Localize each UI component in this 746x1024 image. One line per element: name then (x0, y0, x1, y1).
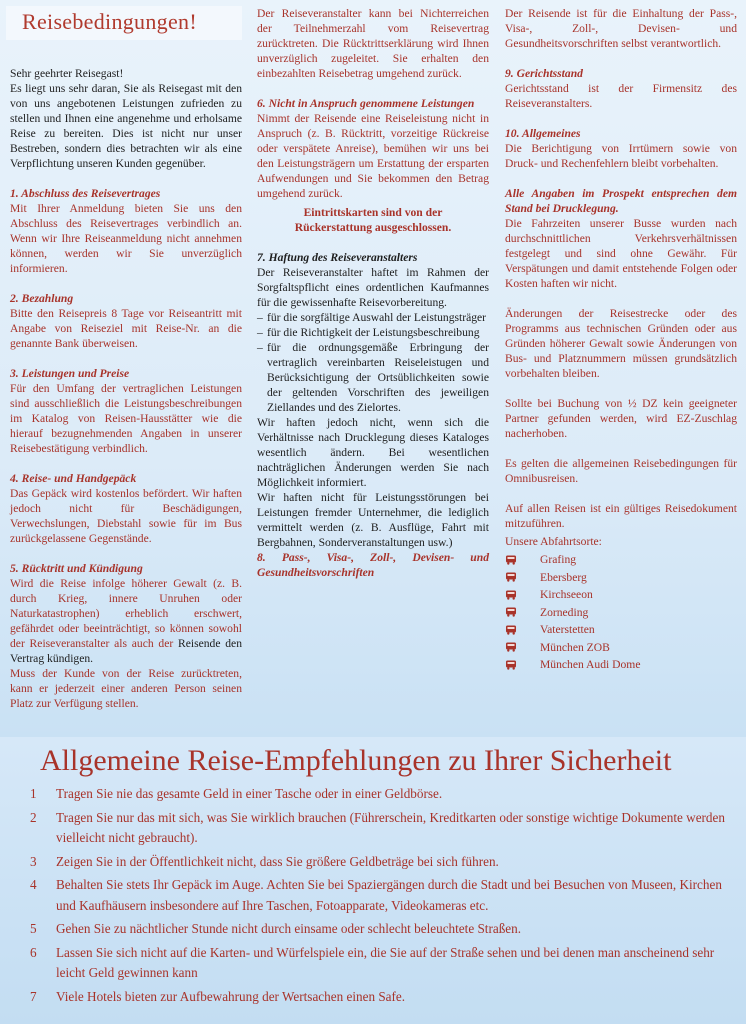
departure-item (505, 621, 737, 639)
title-box (6, 6, 242, 40)
prospekt-heading: Alle Angaben im Prospekt entsprechen dem Stand bei Drucklegung. (505, 187, 737, 215)
departures-label: Unsere Abfahrtsorte: (505, 535, 602, 548)
recommendation-item (30, 987, 736, 1008)
section-3-text: Für den Umfang der vertraglichen Leistungen sind ausschließlich die Leistungsbeschreibungen im Katalog von Reisen-Hausstätter wie die hierauf bezugnehmenden Angaben in unserer Reisebestätigung verbindlich. (10, 382, 242, 455)
departure-name: Grafing (540, 553, 577, 567)
section-7-text-2: Wir haften jedoch nicht, wenn sich die Verhältnisse nach Drucklegung dieses Kataloges wesentlich ändern. Bei wesentlichen nachträglichen Änderungen werden Sie nach Möglichkeit informiert. (257, 416, 489, 489)
bus-icon (505, 590, 517, 600)
section-7-bullet: – für die Richtigkeit der Leistungsbeschreibung (257, 326, 480, 339)
section-8-text: Der Reisende ist für die Einhaltung der Pass-, Visa-, Zoll-, Devisen- und Gesundheitsvorschriften selbst verantwortlich. (505, 7, 737, 50)
bus-icon (505, 572, 517, 582)
section-7-text-3: Wir haften nicht für Leistungsstörungen bei Leistungen fremder Unternehmer, die lediglich vermittelt werden (z. B. Ausflüge, Fahrt mit Bergbahnen, Sonderveranstaltungen usw.) (257, 491, 489, 549)
section-5-heading: 5. Rücktritt und Kündigung (10, 562, 143, 575)
section-5-text-black: Reisende den Vertrag kündigen. (10, 637, 242, 665)
section-1-text: Mit Ihrer Anmeldung bieten Sie uns den Abschluss des Reisevertrages verbindlich an. Wenn wir Ihre Reiseanmeldung nicht annehmen können, werden wir Sie unverzüglich informieren. (10, 202, 242, 275)
departure-item (505, 586, 737, 604)
recommendations-section (0, 737, 746, 1024)
section-9-heading: 9. Gerichtsstand (505, 67, 583, 80)
recommendation-item (30, 852, 736, 873)
recommendation-item (30, 808, 736, 849)
departure-item (505, 551, 737, 569)
section-6-text: Nimmt der Reisende eine Reiseleistung nicht in Anspruch (z. B. Rücktritt, vorzeitige Rückreise oder verspätete Anreise), bemühen wir uns bei den Leistungsträgern um Erstattung der ersparten Aufwendungen und Sie bekommen den Betrag umgehend zurück. (257, 112, 489, 200)
section-2-heading: 2. Bezahlung (10, 292, 74, 305)
section-7-intro: Der Reiseveranstalter haftet im Rahmen der Sorgfaltspflicht eines ordentlichen Kaufmannes für die gewissenhafte Reisevorbereitung. (257, 266, 489, 309)
recommendation-number: 7 (30, 988, 37, 1004)
section-2-text: Bitte den Reisepreis 8 Tage vor Reiseantritt mit Angabe von Reiseziel mit Reise-Nr. an die genannte Bank überweisen. (10, 307, 242, 350)
recommendations-list (30, 784, 736, 1010)
recommendation-number: 6 (30, 944, 37, 960)
page-title: Reisebedingungen! (22, 9, 197, 34)
section-1-heading: 1. Abschluss des Reisevertrages (10, 187, 161, 200)
general-terms-text: Es gelten die allgemeinen Reisebedingungen für Omnibusreisen. (505, 457, 737, 485)
section-7-bullet: – für die sorgfältige Auswahl der Leistungsträger (257, 311, 487, 324)
recommendation-number: 1 (30, 786, 37, 801)
dz-text: Sollte bei Buchung von ½ DZ kein geeigneter Partner gefunden werden, wird EZ-Zuschlag nacherhoben. (505, 397, 737, 440)
section-7-heading: 7. Haftung des Reiseveranstalters (257, 251, 418, 264)
recommendation-number: 4 (30, 877, 37, 892)
bus-icon (505, 625, 517, 635)
bus-icon (505, 607, 517, 617)
recommendation-text: Zeigen Sie in der Öffentlichkeit nicht, dass Sie größere Geldbeträge bei sich führen. (56, 853, 499, 869)
section-6-note: Eintrittskarten sind von der Rückerstattung ausgeschlossen. (294, 206, 452, 234)
section-5-text-2: Muss der Kunde von der Reise zurücktreten, kann er jederzeit einer anderen Person seinen Platz zur Verfügung stellen. (10, 667, 242, 710)
greeting: Sehr geehrter Reisegast! (10, 67, 124, 80)
section-5-text-red: Wird die Reise infolge höherer Gewalt (z. B. durch Krieg, innere Unruhen oder Naturkatastrophen) erheblich erschwert, gefährdet oder beeinträchtigt, so können sowohl der Reiseveranstalter als auch der (10, 577, 242, 650)
section-5-text (10, 576, 242, 666)
departure-name: München ZOB (540, 640, 610, 654)
recommendation-text: Lassen Sie sich nicht auf die Karten- und Würfelspiele ein, die Sie auf der Straße sehen und bei denen man anscheinend sehr leicht Geld gewinnen kann (56, 944, 715, 980)
changes-text: Änderungen der Reisestrecke oder des Programms aus technischen Gründen oder aus Gründen höherer Gewalt sowie Änderungen von Bus- und Platznummern müssen grundsätzlich vorbehalten bleiben. (505, 307, 737, 380)
departures-list (505, 551, 737, 674)
column-3 (505, 6, 737, 674)
departure-item (505, 604, 737, 622)
column-1 (10, 6, 242, 711)
section-10-text: Die Berichtigung von Irrtümern sowie von Druck- und Rechenfehlern bleibt vorbehalten. (505, 142, 737, 170)
column-2 (257, 6, 489, 580)
recommendation-number: 2 (30, 809, 37, 825)
departure-name: München Audi Dome (540, 658, 641, 672)
prospekt-text: Die Fahrzeiten unserer Busse wurden nach durchschnittlichen Verkehrsverhältnissen festgelegt und sind ohne Gewähr. Für Verspätungen und damit entstehende Folgen oder Kosten haften wir nicht. (505, 217, 737, 290)
id-note-text: Auf allen Reisen ist ein gültiges Reisedokument mitzuführen. (505, 502, 737, 530)
recommendation-item (30, 784, 736, 805)
section-9-text: Gerichtsstand ist der Firmensitz des Reiseveranstalters. (505, 82, 737, 110)
intro-text: Es liegt uns sehr daran, Sie als Reisegast mit den von uns angebotenen Leistungen zufrieden zu stellen und Ihnen eine angenehme und erholsame Reise zu bereiten. Dies ist nicht nur unser Bestreben, sondern dies betrachten wir als eine Verpflichtung unseren Kunden gegenüber. (10, 82, 242, 170)
bus-icon (505, 660, 517, 670)
section-6-heading: 6. Nicht in Anspruch genommene Leistungen (257, 97, 475, 110)
section-3-heading: 3. Leistungen und Preise (10, 367, 130, 380)
section-7-bullet: – für die ordnungsgemäße Erbringung der vertraglich vereinbarten Reiseleistugen und Berücksichtigung der Ortsüblichkeiten sowie der geltenden Vorschriften des jeweiligen Ziellandes und des Zielortes. (257, 341, 489, 414)
recommendation-text: Tragen Sie nur das mit sich, was Sie wirklich brauchen (Führerschein, Kreditkarten oder sonstige wichtige Dokumente werden vielleicht nicht gebraucht). (56, 809, 725, 845)
recommendation-text: Viele Hotels bieten zur Aufbewahrung der Wertsachen einen Safe. (56, 988, 406, 1004)
recommendation-text: Behalten Sie stets Ihr Gepäck im Auge. Achten Sie bei Spaziergängen durch die Stadt und bei Besuchen von Museen, Kirchen und Kaufhäusern insbesondere auf Ihre Taschen, Fotoapparate, Videokameras etc. (56, 877, 722, 913)
departure-item (505, 639, 737, 657)
departure-name: Ebersberg (540, 570, 587, 584)
recommendation-number: 3 (30, 853, 37, 869)
section-4-text: Das Gepäck wird kostenlos befördert. Wir haften jedoch nicht für Beschädigungen, Verwechslungen, Diebstahl sowie für im Bus zurückgelassene Gegenstände. (10, 487, 242, 545)
departure-name: Zorneding (540, 605, 589, 619)
recommendations-title: Allgemeine Reise-Empfehlungen zu Ihrer Sicherheit (40, 744, 672, 777)
recommendation-text: Tragen Sie nie das gesamte Geld in einer Tasche oder in einer Geldbörse. (56, 786, 443, 801)
recommendation-item (30, 875, 736, 916)
recommendation-item (30, 919, 736, 940)
recommendation-text: Gehen Sie zu nächtlicher Stunde nicht durch einsame oder schlecht beleuchtete Straßen. (56, 921, 522, 936)
departure-item (505, 569, 737, 587)
section-8-heading: 8. Pass-, Visa-, Zoll-, Devisen- und Gesundheitsvorschriften (257, 551, 489, 579)
departure-name: Kirchseeon (540, 588, 593, 602)
bus-icon (505, 642, 517, 652)
bus-icon (505, 555, 517, 565)
recommendation-item (30, 943, 736, 984)
departure-name: Vaterstetten (540, 623, 595, 637)
section-10-heading: 10. Allgemeines (505, 127, 581, 140)
section-4-heading: 4. Reise- und Handgepäck (10, 472, 137, 485)
departure-item (505, 656, 737, 674)
section-5-text-3: Der Reiseveranstalter kann bei Nichterreichen der Teilnehmerzahl vom Reisevertrag zurücktreten. Die Rücktrittserklärung wird Ihnen unverzüglich zugeleitet. Sie erhalten den einbezahlten Reisebetrag umgehend zurück. (257, 7, 489, 80)
recommendation-number: 5 (30, 921, 37, 936)
